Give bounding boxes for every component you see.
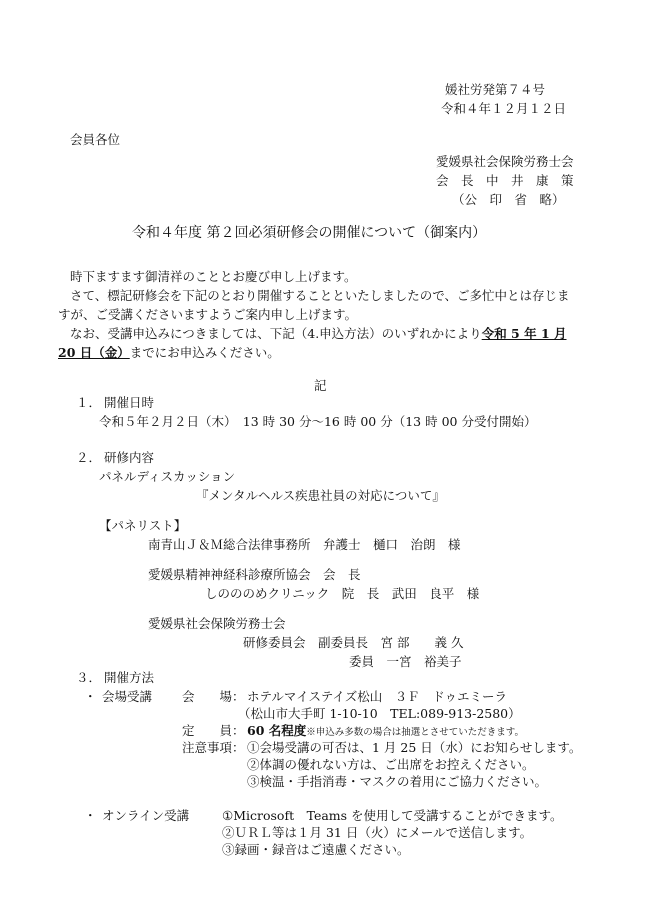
panelist-heading: 【パネリスト】 bbox=[99, 518, 187, 533]
addressee: 会員各位 bbox=[70, 132, 121, 147]
online-note-3: ③録画・録音はご遠慮ください。 bbox=[222, 842, 410, 857]
venue-label: 会 場： bbox=[182, 689, 245, 704]
capacity-label: 定 員： bbox=[182, 723, 245, 738]
online-note-2: ②ＵＲＬ等は１月 31 日（火）にメールで送信します。 bbox=[222, 825, 533, 840]
document-title: 令和４年度 第２回必須研修会の開催について（御案内） bbox=[132, 225, 487, 241]
venue-name: ホテルマイステイズ松山 ３Ｆ ドゥエミーラ bbox=[247, 689, 507, 704]
document-date: 令和４年１２月１２日 bbox=[441, 101, 567, 116]
online-note-1: ①Microsoft Teams を使用して受講することができます。 bbox=[222, 808, 563, 823]
panelist-2-affiliation: 愛媛県精神神経科診療所協会 会 長 bbox=[148, 567, 361, 582]
online-attendance-type: オンライン受講 bbox=[102, 808, 190, 823]
section-2-heading: 研修内容 bbox=[104, 450, 155, 465]
intro-line-4-text: なお、受講申込みにつきましては、下記（4.申込方法）のいずれかにより bbox=[70, 326, 482, 341]
deadline-part-1: 令和 5 年 1 月 bbox=[481, 326, 567, 341]
intro-line-2: さて、標記研修会を下記のとおり開催することといたしましたので、ご多忙中とは存じま bbox=[70, 288, 570, 303]
capacity-value: 60 名程度 bbox=[247, 723, 307, 738]
training-format: パネルディスカッション bbox=[99, 469, 236, 484]
intro-line-4 bbox=[70, 324, 567, 343]
intro-line-3: すが、ご受講くださいますようご案内申し上げます。 bbox=[58, 307, 358, 322]
intro-line-1: 時下ますます御清祥のこととお慶び申し上げます。 bbox=[70, 269, 357, 284]
training-theme: 『メンタルヘルス疾患社員の対応について』 bbox=[196, 488, 445, 503]
venue-attendance-type: 会場受講 bbox=[102, 689, 153, 704]
document-number: 媛社労発第７４号 bbox=[445, 82, 546, 97]
capacity-note: ※申込み多数の場合は抽選とさせていただきます。 bbox=[306, 727, 524, 738]
deadline-part-2: 20 日（金） bbox=[58, 345, 130, 360]
intro-line-5 bbox=[58, 343, 280, 362]
panelist-1: 南青山Ｊ＆Ｍ総合法律事務所 弁護士 樋口 治朗 様 bbox=[148, 537, 461, 552]
section-1-heading: 開催日時 bbox=[104, 395, 155, 410]
intro-line-5-text: までにお申込みください。 bbox=[129, 345, 280, 360]
panelist-3-affiliation: 愛媛県社会保険労務士会 bbox=[148, 616, 286, 631]
note-3: ③検温・手指消毒・マスクの着用にご協力ください。 bbox=[247, 774, 548, 789]
sender-organization: 愛媛県社会保険労務士会 bbox=[436, 154, 574, 169]
section-2-number: ２． bbox=[76, 450, 102, 465]
panelist-3: 研修委員会 副委員長 宮 部 義 久 bbox=[243, 635, 464, 650]
panelist-2: しのののめクリニック 院 長 武田 良平 様 bbox=[205, 586, 480, 601]
note-2: ②体調の優れない方は、ご出席をお控えください。 bbox=[247, 757, 535, 772]
online-bullet: ・ bbox=[84, 808, 97, 823]
section-1-number: １． bbox=[76, 395, 102, 410]
venue-address: （松山市大手町 1-10-10 TEL:089-913-2580） bbox=[238, 706, 521, 721]
ki-marker: 記 bbox=[314, 378, 327, 393]
section-3-number: ３． bbox=[76, 670, 102, 685]
sender-president: 会 長 中 井 康 策 bbox=[436, 173, 574, 188]
panelist-4: 委員 一宮 裕美子 bbox=[349, 654, 462, 669]
event-datetime: 令和５年２月２日（木） 13 時 30 分～16 時 00 分（13 時 00 分受付開始） bbox=[99, 414, 537, 429]
section-3-heading: 開催方法 bbox=[104, 670, 155, 685]
seal-omitted: （公 印 省 略） bbox=[452, 192, 565, 207]
notes-label: 注意事項： bbox=[182, 740, 245, 755]
note-1: ①会場受講の可否は、1 月 25 日（水）にお知らせします。 bbox=[247, 740, 582, 755]
venue-bullet: ・ bbox=[84, 689, 97, 704]
